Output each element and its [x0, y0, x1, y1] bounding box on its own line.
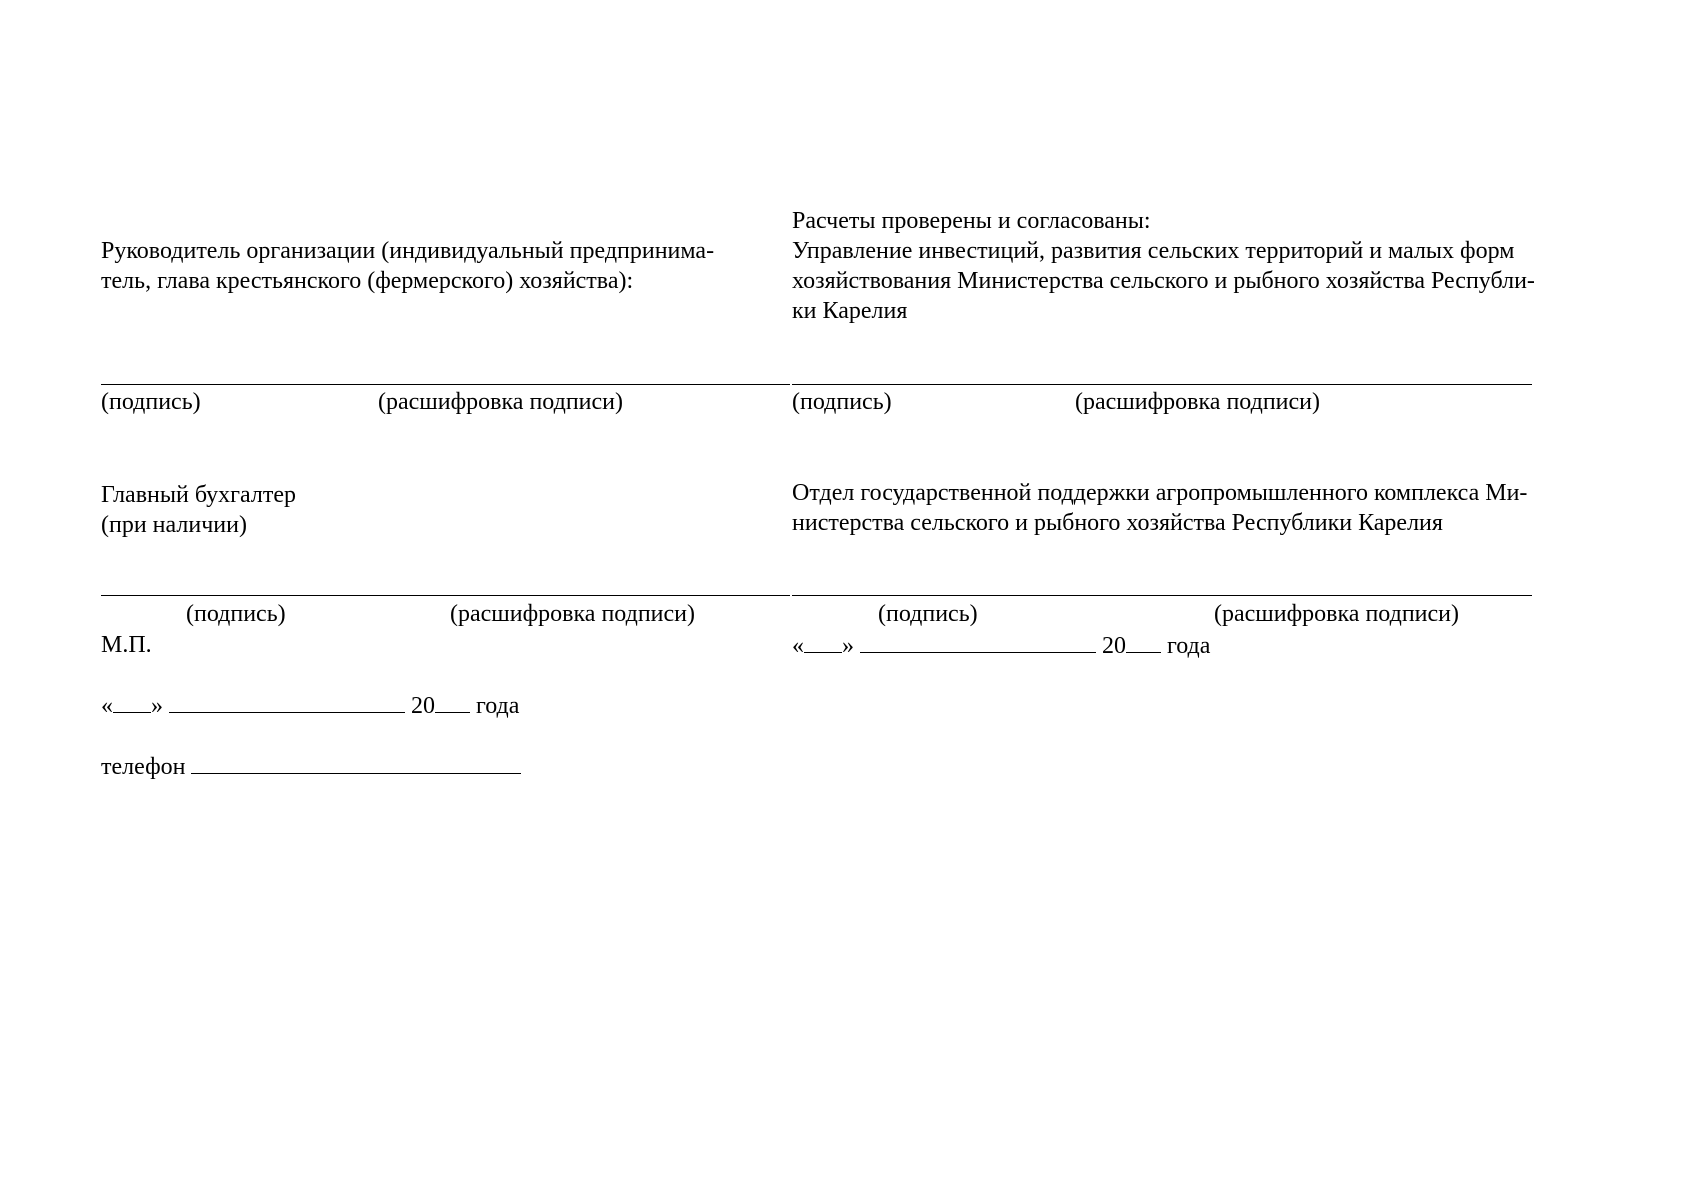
support-title-line-2: нистерства сельского и рыбного хозяйства Республики Карелия	[792, 510, 1443, 536]
accountant-signature-label: (подпись)	[186, 601, 286, 627]
department-title-line-1: Управление инвестиций, развития сельских территорий и малых форм	[792, 238, 1515, 264]
department-signature-label: (подпись)	[792, 389, 892, 415]
date-open-quote: «	[792, 633, 804, 659]
support-signature-line[interactable]	[792, 595, 1532, 596]
date-year-blank[interactable]	[435, 690, 470, 713]
checked-heading: Расчеты проверены и согласованы:	[792, 208, 1151, 234]
head-signature-label: (подпись)	[101, 389, 201, 415]
accountant-title-line-2: (при наличии)	[101, 512, 247, 538]
department-decoding-label: (расшифровка подписи)	[1075, 389, 1320, 415]
phone-row	[101, 751, 521, 782]
right-date-line	[792, 630, 1210, 661]
date-year-suffix: года	[476, 693, 520, 719]
head-decoding-label: (расшифровка подписи)	[378, 389, 623, 415]
date-open-quote: «	[101, 693, 113, 719]
date-year-suffix: года	[1167, 633, 1211, 659]
phone-blank[interactable]	[191, 751, 521, 774]
stamp-label: М.П.	[101, 632, 152, 658]
date-day-blank[interactable]	[113, 690, 151, 713]
department-title-line-3: ки Карелия	[792, 298, 908, 324]
head-title-line-1: Руководитель организации (индивидуальный предпринима-	[101, 238, 715, 264]
accountant-decoding-label: (расшифровка подписи)	[450, 601, 695, 627]
date-year-blank[interactable]	[1126, 630, 1161, 653]
support-signature-label: (подпись)	[878, 601, 978, 627]
date-day-blank[interactable]	[804, 630, 842, 653]
date-year-prefix: 20	[411, 693, 435, 719]
department-title-line-2: хозяйствования Министерства сельского и рыбного хозяйства Республи-	[792, 268, 1535, 294]
phone-label: телефон	[101, 754, 186, 780]
head-signature-line[interactable]	[101, 384, 790, 385]
accountant-title-line-1: Главный бухгалтер	[101, 482, 296, 508]
accountant-signature-line[interactable]	[101, 595, 790, 596]
support-decoding-label: (расшифровка подписи)	[1214, 601, 1459, 627]
support-title-line-1: Отдел государственной поддержки агропромышленного комплекса Ми-	[792, 480, 1528, 506]
date-month-blank[interactable]	[169, 690, 405, 713]
date-close-quote: »	[842, 633, 854, 659]
left-date-line	[101, 690, 519, 721]
department-signature-line[interactable]	[792, 384, 1532, 385]
date-month-blank[interactable]	[860, 630, 1096, 653]
head-title-line-2: тель, глава крестьянского (фермерского) хозяйства):	[101, 268, 634, 294]
date-close-quote: »	[151, 693, 163, 719]
date-year-prefix: 20	[1102, 633, 1126, 659]
